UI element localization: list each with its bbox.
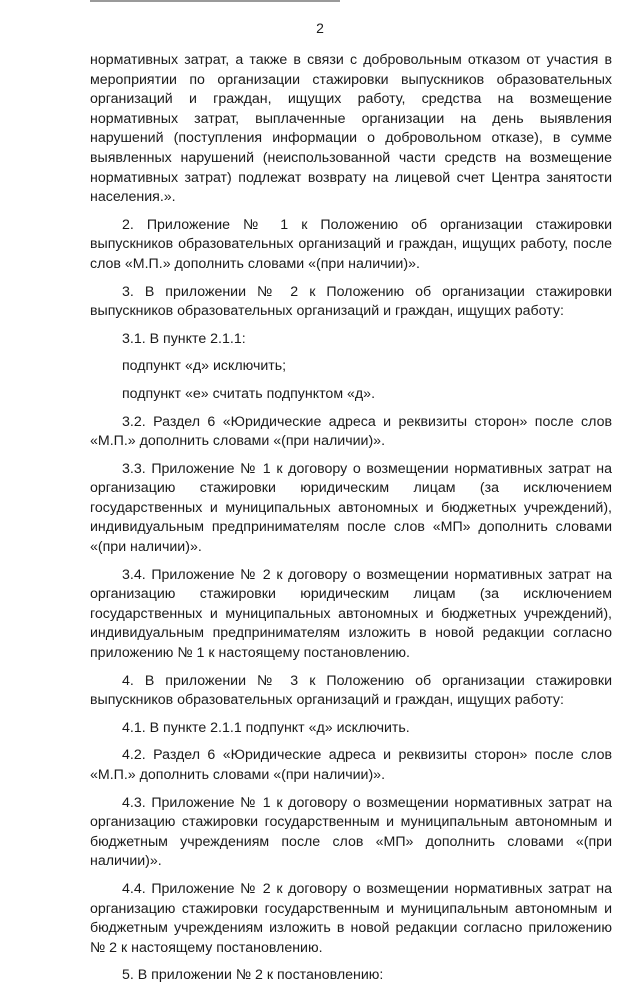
paragraph: 5. В приложении № 2 к постановлению:: [122, 967, 384, 984]
paragraph: 4.4. Приложение № 2 к договору о возмещении нормативных затрат на организацию стажировки государственным и муниципальным автономным и бюджетным учреждениям изложить в новой редакции согласно приложению № 2 к настоящему постановлению.: [90, 880, 612, 956]
document-body: [90, 51, 612, 994]
paragraph: 2. Приложение № 1 к Положению об организации стажировки выпускников образовательных организаций и граждан, ищущих работу, после слов «М.П.» дополнить словами «(при наличии)».: [90, 216, 612, 272]
paragraph: 4. В приложении № 3 к Положению об организации стажировки выпускников образовательных организаций и граждан, ищущих работу:: [90, 672, 612, 709]
paragraph: подпункт «е» считать подпунктом «д».: [122, 385, 376, 402]
paragraph: нормативных затрат, а также в связи с добровольным отказом от участия в мероприятии по организации стажировки выпускников образовательных организаций и граждан, ищущих работу, средства на возмещение нормативных затрат, выплаченные организации на день выявления нарушений (поступления информации о добровольном отказе), в сумме выявленных нарушений (неиспользованной части средств на возмещение нормативных затрат) подлежат возврату на лицевой счет Центра занятости населения.».: [90, 52, 612, 206]
top-rule-divider: [90, 0, 340, 2]
paragraph: подпункт «д» исключить;: [122, 358, 287, 375]
page-number: 2: [316, 20, 324, 36]
paragraph: 3.2. Раздел 6 «Юридические адреса и реквизиты сторон» после слов «М.П.» дополнить словами «(при наличии)».: [90, 413, 612, 450]
paragraph: 4.1. В пункте 2.1.1 подпункт «д» исключить.: [122, 719, 410, 736]
paragraph: 3.3. Приложение № 1 к договору о возмещении нормативных затрат на организацию стажировки юридическим лицам (за исключением государственных и муниципальных автономных и бюджетных учреждений), индивидуальным предпринимателям после слов «МП» дополнить словами «(при наличии)».: [90, 460, 612, 556]
paragraph: 4.2. Раздел 6 «Юридические адреса и реквизиты сторон» после слов «М.П.» дополнить словами «(при наличии)».: [90, 747, 612, 783]
paragraph: 3.4. Приложение № 2 к договору о возмещении нормативных затрат на организацию стажировки юридическим лицам (за исключением государственных и муниципальных автономных и бюджетных учреждений), индивидуальным предпринимателям изложить в новой редакции согласно приложению № 1 к настоящему постановлению.: [90, 566, 612, 662]
paragraph: 3. В приложении № 2 к Положению об организации стажировки выпускников образовательных организаций и граждан, ищущих работу:: [90, 283, 612, 320]
paragraph: 4.3. Приложение № 1 к договору о возмещении нормативных затрат на организацию стажировки государственным и муниципальным автономным и бюджетным учреждениям после слов «МП» дополнить словами «(при наличии)».: [90, 794, 612, 870]
paragraph: 3.1. В пункте 2.1.1:: [122, 330, 246, 347]
